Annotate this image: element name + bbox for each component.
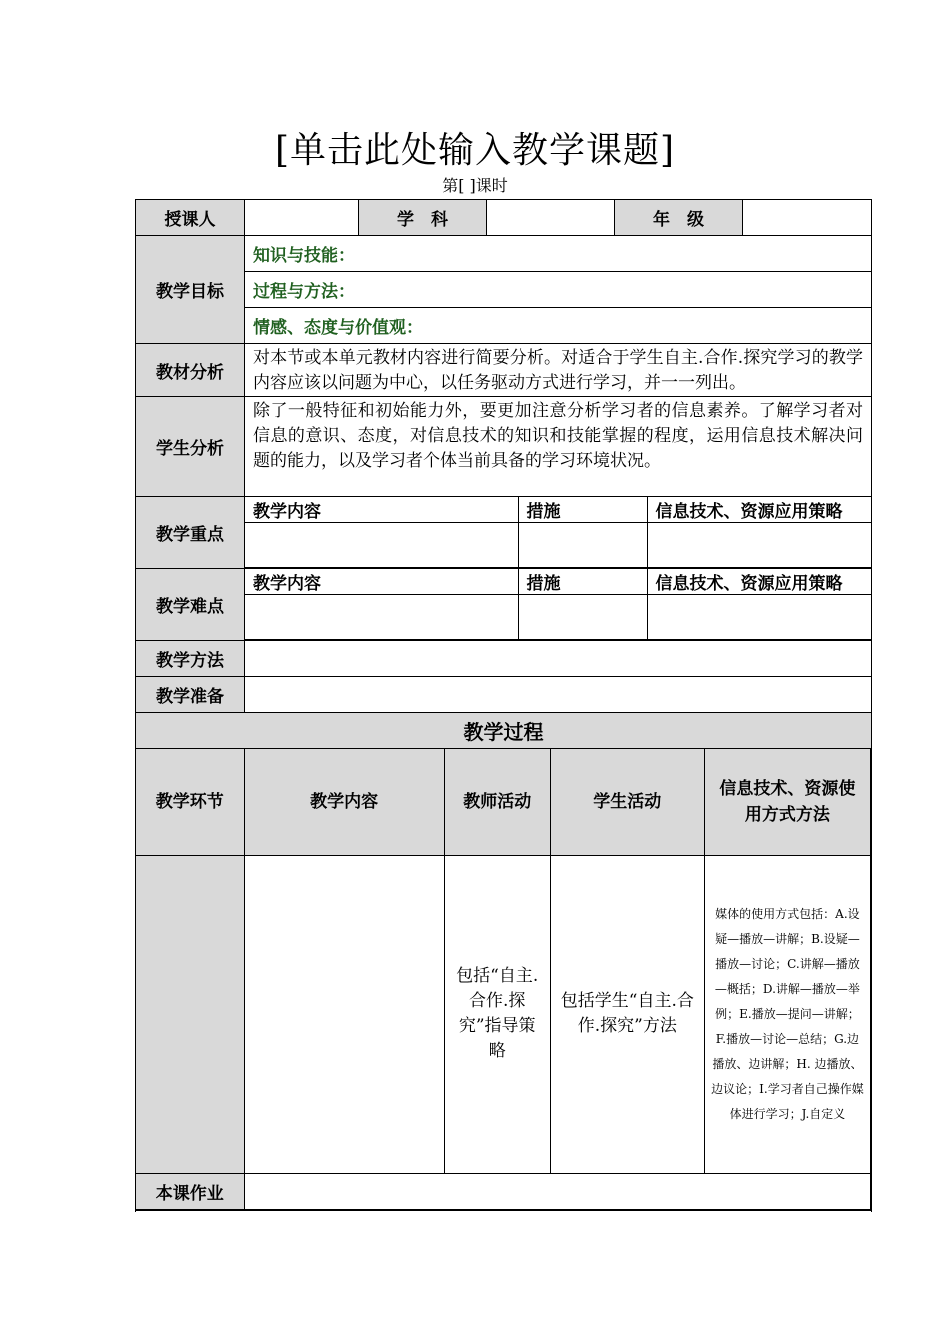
lesson-plan-table [135,199,872,1211]
teacher-label: 授课人 [136,200,245,236]
process-col-content: 教学内容 [244,749,444,855]
material-text[interactable]: 对本节或本单元教材内容进行简要分析。对适合于学生自主.合作.探究学习的教学内容应该以问题为中心，以任务驱动方式进行学习，并一一列出。 [245,344,872,397]
keypoints-content-cell[interactable] [245,523,518,568]
difficulties-grid [245,569,872,641]
homework-label: 本课作业 [136,1173,244,1209]
lesson-title[interactable]: [单击此处输入教学课题] [274,130,676,171]
preparation-label: 教学准备 [136,677,245,713]
keypoints-measure-header: 措施 [518,497,647,523]
process-col-teacher: 教师活动 [444,749,550,855]
student-label: 学生分析 [136,397,245,497]
material-label: 教材分析 [136,344,245,397]
lesson-period[interactable]: 第[ ]课时 [442,176,508,195]
method-field[interactable] [245,641,872,677]
subject-field[interactable] [487,200,615,236]
process-stage-cell[interactable] [136,855,244,1173]
process-col-student: 学生活动 [550,749,704,855]
keypoints-strategy-cell[interactable] [647,523,871,568]
homework-field[interactable] [244,1173,870,1209]
keypoints-content-header: 教学内容 [245,497,518,523]
difficulties-strategy-header: 信息技术、资源应用策略 [647,569,871,595]
grade-field[interactable] [743,200,872,236]
difficulties-measure-cell[interactable] [518,595,647,640]
objective-knowledge[interactable]: 知识与技能： [245,236,872,272]
keypoints-strategy-header: 信息技术、资源应用策略 [647,497,871,523]
lesson-plan-form [135,199,871,1211]
student-text[interactable]: 除了一般特征和初始能力外，要更加注意分析学习者的信息素养。了解学习者对信息的意识、态度，对信息技术的知识和技能掌握的程度，运用信息技术解决问题的能力，以及学习者个体当前具备的学习环境状况。 [245,397,872,497]
process-col-stage: 教学环节 [136,749,244,855]
subject-label: 学 科 [359,200,487,236]
process-grid [136,749,872,1211]
objectives-label: 教学目标 [136,236,245,344]
objective-process[interactable]: 过程与方法： [245,272,872,308]
process-student-activity[interactable]: 包括学生“自主.合作.探究”方法 [550,855,704,1173]
keypoints-grid [245,497,872,569]
process-teacher-activity[interactable]: 包括“自主.合作.探究”指导策略 [444,855,550,1173]
process-heading: 教学过程 [136,713,872,749]
preparation-field[interactable] [245,677,872,713]
process-col-media: 信息技术、资源使用方式方法 [704,749,870,855]
keypoints-label: 教学重点 [136,497,245,569]
difficulties-content-cell[interactable] [245,595,518,640]
grade-label: 年 级 [615,200,743,236]
difficulties-measure-header: 措施 [518,569,647,595]
difficulties-content-header: 教学内容 [245,569,518,595]
difficulties-strategy-cell[interactable] [647,595,871,640]
method-label: 教学方法 [136,641,245,677]
process-media-usage[interactable]: 媒体的使用方式包括：A.设疑—播放—讲解；B.设疑—播放—讨论；C.讲解—播放—概括；D.讲解—播放—举例；E.播放—提问—讲解；F.播放—讨论—总结；G.边播放、边讲解；H. 边播放、边议论；I.学习者自己操作媒体进行学习；J.自定义 [704,855,870,1173]
process-content-cell[interactable] [244,855,444,1173]
difficulties-label: 教学难点 [136,569,245,641]
keypoints-measure-cell[interactable] [518,523,647,568]
objective-emotion[interactable]: 情感、态度与价值观： [245,308,872,344]
teacher-field[interactable] [245,200,359,236]
